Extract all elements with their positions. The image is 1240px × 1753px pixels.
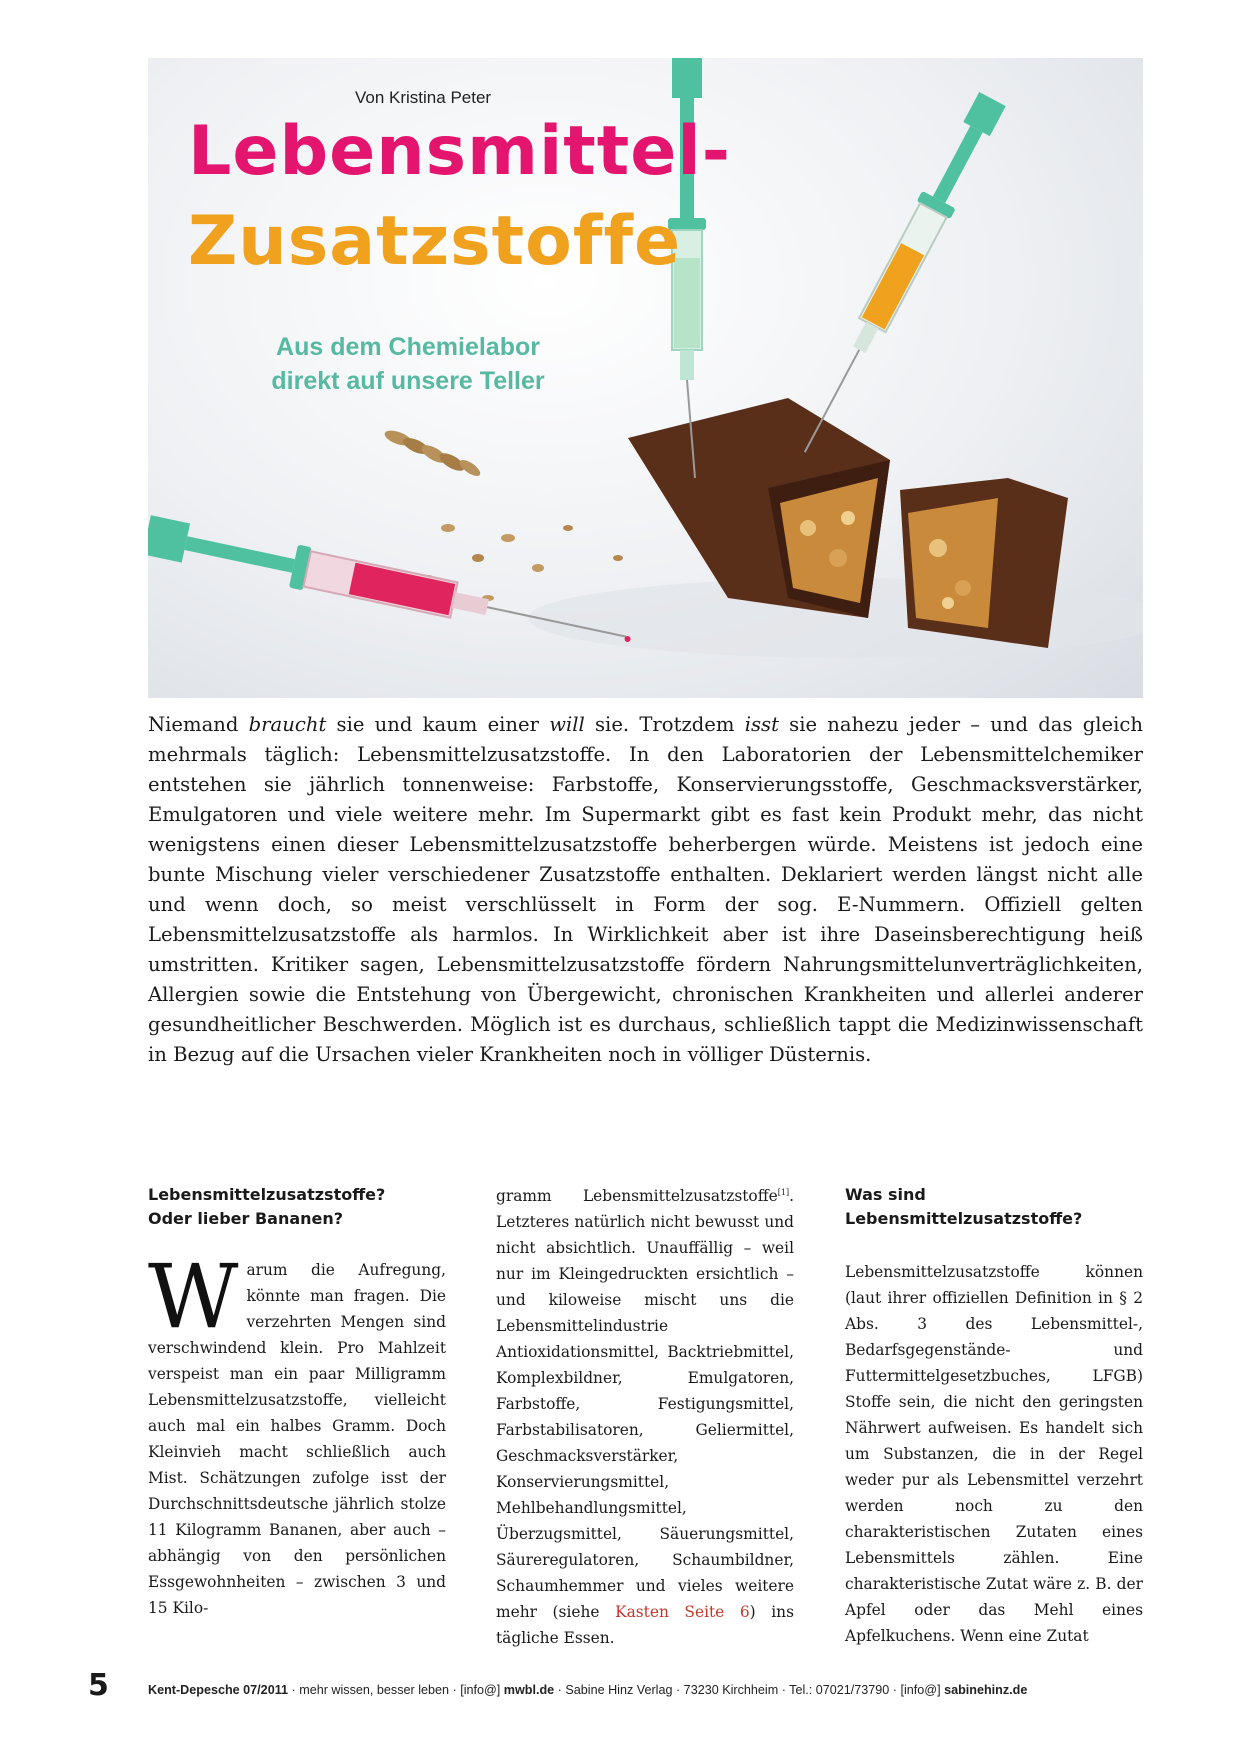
intro-text: Niemand [148,713,249,736]
website-link[interactable]: sabinehinz.de [944,1683,1028,1697]
heading-line: Lebensmittelzusatzstoffe? [845,1209,1083,1228]
body-text: arum die Aufregung, könnte man fragen. Die verzehrten Mengen sind verschwindend klein. Pro Mahlzeit verspeist man ein paar Milligramm Lebensmittelzusatzstoffe, vielleicht auch mal ein halbes Gramm. Doch Kleinvieh macht schließlich auch Mist. Schätzungen zufolge isst der Durchschnittsdeutsche jährlich stolze 11 Kilogramm Bananen, aber auch – abhängig von den persönlichen Essgewohnheiten – zwischen 3 und 15 Kilo- [148,1261,446,1617]
intro-paragraph [148,710,1143,1070]
title-line-2: Zusatzstoffe [188,202,682,281]
heading-line: Lebensmittelzusatzstoffe? [148,1185,386,1204]
intro-text: sie und kaum einer [326,713,550,736]
body-text: gramm Lebensmittelzusatzstoffe [496,1187,778,1205]
footer-text: · Sabine Hinz Verlag · 73230 Kirchheim · Tel.: 07021/73790 · [info@] [554,1683,945,1697]
subtitle-line-1: Aus dem Chemielabor [276,333,540,361]
drop-cap: W [148,1245,239,1348]
column-2 [496,1183,794,1651]
kasten-link[interactable]: Kasten Seite 6 [615,1603,750,1621]
column-1-heading [148,1183,446,1231]
column-2-text [496,1183,794,1651]
hero-image [148,58,1143,698]
website-link[interactable]: mwbl.de [503,1683,555,1697]
intro-emphasis: will [549,713,585,736]
body-text: . Letzteres natürlich nicht bewusst und nicht absichtlich. Unauffällig – weil nur im Kleingedruckten ersichtlich – und kiloweise mischt uns die Lebensmittelindustrie Antioxidationsmittel, Backtriebmittel, Komplexbildner, Emulgatoren, Farbstoffe, Festigungsmittel, Farbstabilisatoren, Geliermittel, Geschmacksverstärker, Konservierungsmittel, Mehlbehandlungsmittel, Überzugsmittel, Säuerungsmittel, Säureregulatoren, Schaumbildner, Schaumhemmer und vieles weitere mehr (siehe [496,1187,794,1621]
heading-line: Was sind [845,1185,926,1204]
column-3-heading [845,1183,1143,1231]
column-1 [148,1183,446,1621]
syringe-red-icon [148,513,636,659]
column-1-text [148,1245,446,1621]
intro-text: sie nahezu jeder – und das gleich mehrmals täglich: Lebensmittelzusatzstoffe. In den Laboratorien der Lebensmittelchemiker entstehen sie jährlich tonnenweise: Farbstoffe, Konservierungsstoffe, Geschmacksverstärker, Emulgatoren und viele weitere mehr. Im Supermarkt gibt es fast kein Produkt mehr, das nicht wenigstens einen dieser Lebensmittelzusatzstoffe beherbergen würde. Meistens ist jedoch eine bunte Mischung vieler verschiedener Zusatzstoffe enthalten. Deklariert werden längst nicht alle und wenn doch, so meist verschlüsselt in Form der sog. E-Nummern. Offiziell gelten Lebensmittelzusatzstoffe als harmlos. In Wirklichkeit aber ist ihre Daseinsberechtigung heiß umstritten. Kritiker sagen, Lebensmittelzusatzstoffe fördern Nahrungsmittelunverträglichkeiten, Allergien sowie die Entstehung von Übergewicht, chronischen Krankheiten und allerlei anderer gesundheitlicher Beschwerden. Möglich ist es durchaus, schließlich tappt die Medizinwissenschaft in Bezug auf die Ursachen vieler Krankheiten noch in völliger Düsternis. [148,713,1143,1066]
column-3-text: Lebensmittelzusatzstoffe können (laut ihrer offiziellen Definition in § 2 Abs. 3 des Lebensmittel-, Bedarfsgegenstände- und Futtermittelgesetzbuches, LFGB) Stoffe sein, die nicht den geringsten Nährwert aufweisen. Es handelt sich um Substanzen, die in der Regel weder pur als Lebensmittel verzehrt werden noch zu den charakteristischen Zutaten eines Lebensmittels zählen. Eine charakteristische Zutat wäre z. B. der Apfel oder das Mehl eines Apfelkuchens. Wenn eine Zutat [845,1263,1143,1645]
subtitle [258,330,558,398]
page-number: 5 [88,1668,109,1703]
intro-emphasis: braucht [248,713,327,736]
intro-emphasis: isst [744,713,779,736]
body-text: ) ins tägliche Essen. [496,1603,794,1647]
footnote-ref[interactable]: [1] [777,1187,790,1197]
author-byline: Von Kristina Peter [355,88,492,107]
title-line-1: Lebensmittel- [188,112,731,191]
footer-text: · mehr wissen, besser leben · [info@] [288,1683,504,1697]
footer [148,1683,1143,1697]
column-3 [845,1183,1143,1649]
subtitle-line-2: direkt auf unsere Teller [271,367,545,395]
intro-text: sie. Trotzdem [584,713,745,736]
magazine-name: Kent-Depesche 07/2011 [148,1683,289,1697]
heading-line: Oder lieber Bananen? [148,1209,344,1228]
syringe-orange-icon [788,90,1009,461]
